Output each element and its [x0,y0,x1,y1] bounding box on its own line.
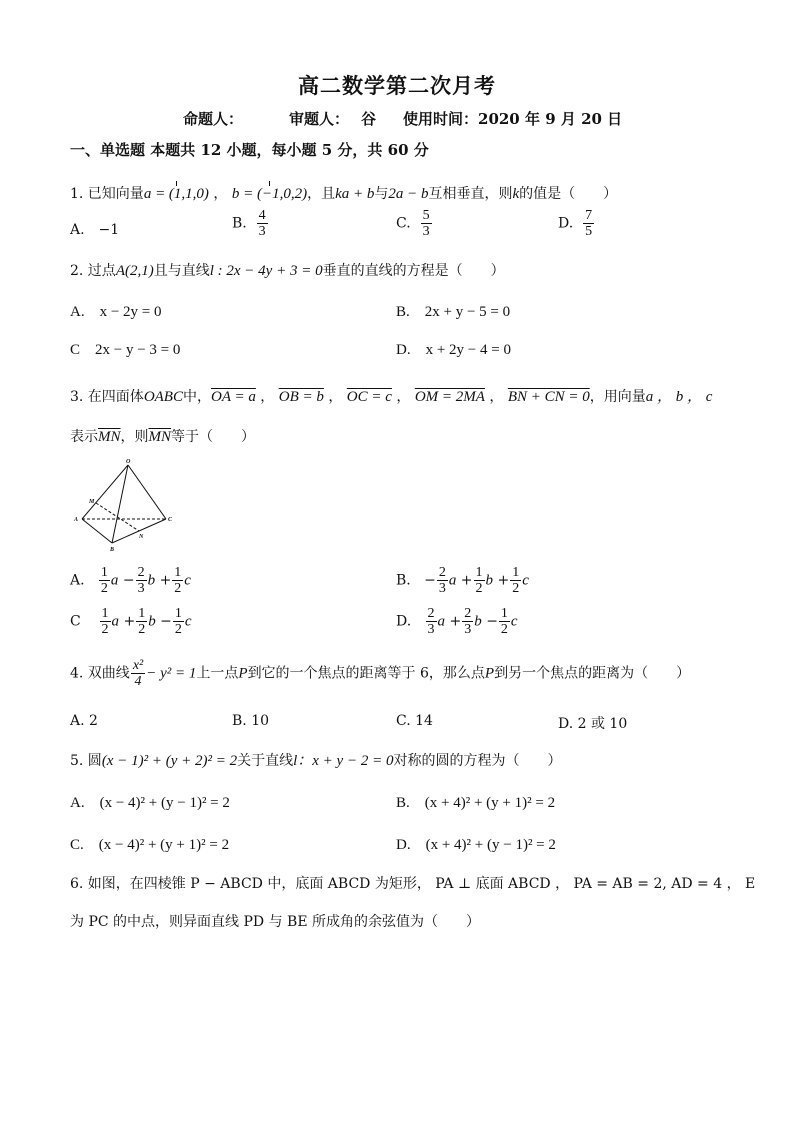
label-o: O [126,459,131,465]
question-6-line2: 为 PC 的中点，则异面直线 PD 与 BE 所成角的余弦值为（ ） [70,914,480,930]
reviewer-name: 谷 [361,110,377,128]
label-n: N [139,534,144,540]
question-3-stem: 3. 在四面体OABC中，OA = a ， OB = b ， OC = c ， OM = 2MA ， BN + CN = 0，用向量a ， b ， c [70,389,713,405]
q5-option-a: A. (x − 4)² + (y − 1)² = 2 [70,795,230,811]
question-1-stem: 1. 已知向量a = (1,1,0) ， b = (−1,0,2)，且ka + b与2a − b互相垂直，则k的值是（ ） [70,186,618,202]
tetrahedron-figure [70,455,180,555]
question-5-stem: 5. 圆(x − 1)² + (y + 2)² = 2关于直线l：x + y − 2 = 0对称的圆的方程为（ ） [70,753,562,769]
question-6-line1: 6. 如图，在四棱锥 P − ABCD 中，底面 ABCD 为矩形， PA ⊥ 底面 ABCD ， PA = AB = 2, AD = 4 ， E [70,876,756,892]
q3-option-c: C $\frac{1}{2}$ a + $\frac{1}{2}$ b − $\frac{1}{2}$ c [70,606,192,637]
q5-option-d: D. (x + 4)² + (y − 1)² = 2 [396,837,556,853]
label-a: A [74,517,79,523]
setter-label: 命题人： [183,110,244,128]
q1-option-c: C. $\frac{5}{3}$ [396,208,430,239]
q2-option-a: A. x − 2y = 0 [70,304,162,320]
question-3-line2: 表示$\overline{MN}$，则$\overline{MN}$等于（ ） [70,429,255,445]
q4-option-d: D. 2 或 10 [558,716,628,732]
q3-option-b: B. − $\frac{2}{3}$ a + $\frac{1}{2}$ b + $\frac{1}{2}$ c [396,565,529,596]
q4-option-a: A. 2 [70,713,98,729]
exam-title: 高二数学第二次月考 [298,73,496,98]
label-b: B [110,547,115,553]
usage-time: 使用时间：2020 年 9 月 20 日 [403,110,623,128]
q4-option-c: C. 14 [396,713,433,729]
q2-option-d: D. x + 2y − 4 = 0 [396,342,511,358]
q1-option-a: A. −1 [70,222,120,238]
q3-option-a: A. $\frac{1}{2}$ a − $\frac{2}{3}$ b + $\frac{1}{2}$ c [70,565,191,596]
question-4-stem: 4. 双曲线 $\frac{\text{x²}}{4}$ − y² = 1上一点P到它的一个焦点的距离等于 6，那么点P到另一个焦点的距离为（ ） [70,658,691,689]
q3-option-d: D. $\frac{2}{3}$ a + $\frac{2}{3}$ b − $\frac{1}{2}$ c [396,606,518,637]
q1-option-d: D. $\frac{7}{5}$ [558,208,593,239]
q5-option-c: C. (x − 4)² + (y + 1)² = 2 [70,837,230,853]
label-m: M [89,499,95,505]
q4-option-b: B. 10 [232,713,270,729]
q2-option-b: B. 2x + y − 5 = 0 [396,304,511,320]
label-c: C [168,517,173,523]
section-heading: 一、单选题 本题共 12 小题，每小题 5 分，共 60 分 [70,141,429,159]
q5-option-b: B. (x + 4)² + (y + 1)² = 2 [396,795,556,811]
q1-option-b: B. $\frac{4}{3}$ [232,208,266,239]
q2-option-c: C 2x − y − 3 = 0 [70,342,181,358]
question-2-stem: 2. 过点A(2,1)且与直线l : 2x − 4y + 3 = 0垂直的直线的方程是（ ） [70,263,505,279]
reviewer-label: 审题人： [289,110,350,128]
